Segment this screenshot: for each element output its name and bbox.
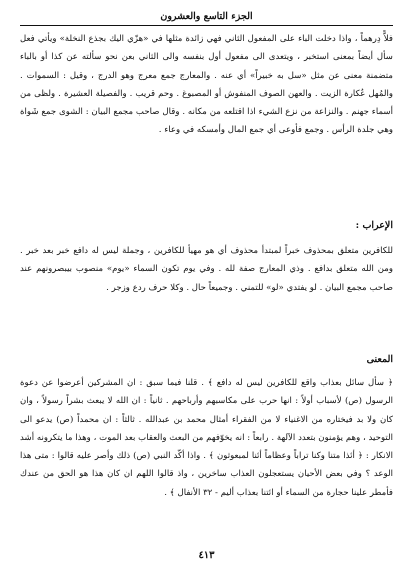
meaning-paragraph: ﴿ سأل سائل بعذاب واقع للكافرين ليس له دافع ﴾ . قلنا فيما سبق : ان المشركين أعرضوا عن دعوة الرسول (ص) لأسباب أولاً : انها حرب على مكاسبهم وأرباحهم . ثانياً : ان الله لا يبعث بشراً رسولاً ، وان كان ولا بد فيختاره من الاغنياء لا من الفقراء أمثال محمد بن عبدالله . ثالثاً : ان محمداً (ص) يدعو الى التوحيد ، وهم يؤمنون بتعدد الآلهة . رابعاً : انه يخوّفهم من البعث والعقاب بعد الموت ، وهذا ما يتكرونه أشد الانكار : ﴿ أئذا متنا وكنا تراباً وعظاماً أئنا لمبعوثون ﴾ . واذا أكّد النبي (ص) ذلك وأصر عليه قالوا : متى هذا الوعد ؟ وفي بعض الأحيان يستعجلون العذاب ساخرين ، واذ قالوا اللهم ان كان هذا هو الحق من عندك فأمطر علينا حجارة من السماء أو ائتنا بعذاب أليم - ٣٢ الأنفال ﴾ . bbox=[20, 378, 393, 498]
section-heading-meaning: المعنى bbox=[366, 354, 393, 365]
page-number: ٤١٣ bbox=[198, 550, 215, 561]
document-page bbox=[20, 10, 393, 562]
vocabulary-paragraph: فلاًّ دِرهماً ، واذا دخلت الباء على المفعول الثاني فهي زائدة مثلها في «هزّي اليك بجذع النخلة» ويأتي فعل سأل أيضاً بمعنى استخبر ، ويتعدى الى مفعول أول بنفسه والى الثاني بعن نحو سألته عن كذا أو بالباء متضمنة معنى عن مثل «سل به خبيراً» أي عنه . والمعارج جمع معرج وهو الدرج ، وقيل : السموات . والمُهل عُكارة الزيت . والعهن الصوف المنفوش أو المصبوغ . وحم قريب . والفصيلة العشيرة . ولظى من أسماء جهنم . والنزاعة من نزع الشيء اذا اقتلعه من مكانه . وقال صاحب مجمع البيان : الشوى جمع شَواة وهي جلدة الرأس . وجمع فأوعى أي جمع المال وأمسكه في وعاء . bbox=[20, 34, 393, 136]
grammar-paragraph: للكافرين متعلق بمحذوف خبراً لمبتدأ محذوف أي هو مهيأ للكافرين ، وجملة ليس له دافع خبر بعد خبر . ومن الله متعلق بدافع . وذي المعارج صفة لله . وفي يوم تكون السماء «يوم» منصوب بيبصرونهم عند صاحب مجمع البيان . لو يفتدي «لو» للتمني . وجميعاً حال . وكلا حرف ردع وزجر . bbox=[20, 246, 393, 293]
running-header: الجزء التاسع والعشرون bbox=[20, 10, 393, 26]
section-heading-irab: الإعراب : bbox=[355, 220, 393, 231]
